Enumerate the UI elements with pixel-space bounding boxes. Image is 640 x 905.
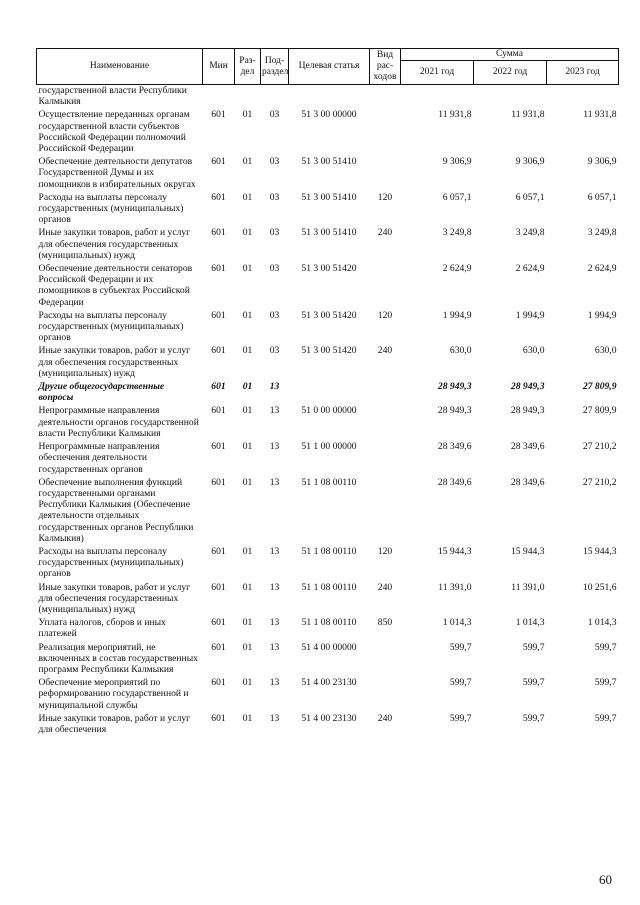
cell-sum-2022: 3 249,8 bbox=[515, 227, 545, 239]
table-body bbox=[37, 85, 619, 738]
cell-min: 601 bbox=[211, 309, 226, 321]
cell-podrazdel: 03 bbox=[269, 191, 280, 203]
cell-vid-rashodov bbox=[370, 477, 401, 546]
cell-min: 601 bbox=[211, 641, 226, 653]
cell-vid-rashodov bbox=[370, 677, 401, 713]
cell-sum-2021: 1 994,9 bbox=[442, 309, 472, 321]
table-row bbox=[37, 156, 619, 192]
cell-sum-2023: 1 014,3 bbox=[587, 617, 617, 629]
cell-celevaya-statya: 51 3 00 51410 bbox=[301, 191, 357, 203]
cell-podrazdel: 13 bbox=[269, 381, 280, 393]
cell-sum-2023: 27 809,9 bbox=[582, 405, 617, 417]
cell-celevaya-statya: 51 3 00 51410 bbox=[301, 227, 357, 239]
cell-vid-rashodov bbox=[370, 85, 401, 110]
cell-sum-2023: 599,7 bbox=[594, 712, 617, 724]
table-row bbox=[37, 263, 619, 310]
cell-min: 601 bbox=[211, 263, 226, 275]
header-name: Наименование bbox=[37, 49, 203, 85]
cell-vid-rashodov: 850 bbox=[377, 617, 393, 629]
cell-name: Реализация мероприятий, не включенных в состав государственных программ Республики Калмыкия bbox=[38, 641, 198, 675]
cell-celevaya-statya: 51 4 00 00000 bbox=[301, 641, 357, 653]
cell-sum-2023: 27 809,9 bbox=[582, 381, 617, 393]
table-row bbox=[37, 477, 619, 546]
header-celevaya: Целевая статья bbox=[289, 49, 370, 85]
cell-sum-2022: 599,7 bbox=[522, 677, 545, 689]
cell-sum-2023: 15 944,3 bbox=[582, 545, 617, 557]
cell-celevaya-statya: 51 1 08 00110 bbox=[301, 476, 357, 488]
header-vid: Вид рас-ходов bbox=[370, 49, 401, 85]
cell-razdel: 01 bbox=[242, 405, 253, 417]
cell-sum-2022: 2 624,9 bbox=[515, 263, 545, 275]
cell-sum-2022: 1 994,9 bbox=[515, 309, 545, 321]
cell-sum-2021: 15 944,3 bbox=[437, 545, 472, 557]
cell-razdel: 01 bbox=[242, 309, 253, 321]
cell-sum-2021: 599,7 bbox=[449, 712, 472, 724]
table-row bbox=[37, 582, 619, 618]
cell-podrazdel: 13 bbox=[269, 581, 280, 593]
cell-celevaya-statya: 51 4 00 23130 bbox=[301, 677, 357, 689]
cell-name: государственной власти Республики Калмыкия bbox=[38, 85, 187, 108]
cell-min: 601 bbox=[211, 476, 226, 488]
header-summa: Сумма bbox=[401, 49, 619, 61]
cell-sum-2022: 15 944,3 bbox=[510, 545, 545, 557]
cell-razdel: 01 bbox=[242, 381, 253, 393]
table-header bbox=[37, 49, 619, 85]
cell-sum-2022: 11 391,0 bbox=[511, 581, 545, 593]
cell-podrazdel: 13 bbox=[269, 677, 280, 689]
cell-sum-2022: 599,7 bbox=[522, 641, 545, 653]
cell-name: Расходы на выплаты персоналу государственных (муниципальных) органов bbox=[38, 191, 184, 226]
cell-min: 601 bbox=[211, 345, 226, 357]
cell-sum-2023: 599,7 bbox=[594, 641, 617, 653]
cell-min: 601 bbox=[211, 109, 226, 121]
cell-vid-rashodov: 120 bbox=[377, 545, 393, 557]
cell-min: 601 bbox=[211, 227, 226, 239]
cell-vid-rashodov: 120 bbox=[377, 191, 393, 203]
cell-razdel: 01 bbox=[242, 712, 253, 724]
cell-name: Иные закупки товаров, работ и услуг для обеспечения государственных (муниципальных) нужд bbox=[38, 227, 191, 261]
cell-sum-2021: 28 349,6 bbox=[437, 441, 472, 453]
cell-podrazdel: 13 bbox=[269, 617, 280, 629]
cell-celevaya-statya: 51 0 00 00000 bbox=[301, 405, 357, 417]
table-row bbox=[37, 546, 619, 582]
page-number: 60 bbox=[599, 872, 612, 887]
cell-sum-2022: 28 949,3 bbox=[510, 405, 545, 417]
header-year-2021: 2021 год bbox=[401, 61, 474, 85]
cell-sum-2021: 11 931,8 bbox=[438, 109, 472, 121]
cell-sum-2023 bbox=[547, 85, 619, 110]
cell-sum-2022: 11 931,8 bbox=[511, 109, 545, 121]
cell-podrazdel: 03 bbox=[269, 156, 280, 168]
cell-sum-2021: 630,0 bbox=[449, 345, 472, 357]
header-year-2023: 2023 год bbox=[547, 61, 619, 85]
cell-name: Другие общегосударственные вопросы bbox=[38, 381, 165, 404]
cell-celevaya-statya: 51 1 08 00110 bbox=[301, 545, 357, 557]
cell-celevaya-statya: 51 4 00 23130 bbox=[301, 712, 357, 724]
cell-sum-2021: 6 057,1 bbox=[442, 191, 472, 203]
cell-podrazdel: 03 bbox=[269, 109, 280, 121]
cell-min: 601 bbox=[211, 191, 226, 203]
cell-razdel: 01 bbox=[242, 677, 253, 689]
cell-razdel: 01 bbox=[242, 263, 253, 275]
header-year-2022: 2022 год bbox=[474, 61, 547, 85]
cell-celevaya-statya bbox=[289, 85, 370, 110]
cell-name: Обеспечение мероприятий по реформированию государственной и муниципальной службы bbox=[38, 677, 189, 711]
cell-vid-rashodov bbox=[370, 441, 401, 477]
header-min: Мин bbox=[203, 49, 235, 85]
cell-celevaya-statya: 51 1 08 00110 bbox=[301, 617, 357, 629]
table-row bbox=[37, 713, 619, 737]
cell-name: Осуществление переданных органам государственной власти субъектов Российской Федерации полномочий Российской Федерации bbox=[38, 109, 190, 155]
cell-razdel: 01 bbox=[242, 227, 253, 239]
cell-sum-2021: 11 391,0 bbox=[438, 581, 472, 593]
cell-vid-rashodov: 120 bbox=[377, 309, 393, 321]
table-row bbox=[37, 345, 619, 381]
cell-name: Обеспечение выполнения функций государственными органами Республики Калмыкия (Обеспечение деятельности отдельных государственных органов Республики Калмыкия) bbox=[38, 476, 194, 544]
cell-sum-2021: 28 949,3 bbox=[437, 381, 472, 393]
cell-sum-2021: 1 014,3 bbox=[442, 617, 472, 629]
cell-sum-2022: 1 014,3 bbox=[515, 617, 545, 629]
cell-sum-2021: 28 349,6 bbox=[437, 476, 472, 488]
cell-celevaya-statya: 51 3 00 51420 bbox=[301, 263, 357, 275]
cell-sum-2023: 11 931,8 bbox=[583, 109, 617, 121]
table-row bbox=[37, 677, 619, 713]
cell-vid-rashodov bbox=[370, 381, 401, 405]
header-razdel: Раз-дел bbox=[235, 49, 261, 85]
cell-celevaya-statya: 51 3 00 51420 bbox=[301, 309, 357, 321]
cell-razdel: 01 bbox=[242, 441, 253, 453]
cell-min bbox=[203, 85, 235, 110]
table-row bbox=[37, 381, 619, 405]
table-row bbox=[37, 109, 619, 156]
table-row bbox=[37, 642, 619, 678]
cell-sum-2023: 10 251,6 bbox=[582, 581, 617, 593]
table-row bbox=[37, 405, 619, 441]
cell-podrazdel: 13 bbox=[269, 712, 280, 724]
cell-podrazdel: 03 bbox=[269, 345, 280, 357]
cell-sum-2021: 599,7 bbox=[449, 677, 472, 689]
cell-razdel bbox=[235, 85, 261, 110]
cell-vid-rashodov: 240 bbox=[377, 712, 393, 724]
cell-sum-2022: 599,7 bbox=[522, 712, 545, 724]
cell-sum-2023: 599,7 bbox=[594, 677, 617, 689]
document-page bbox=[36, 48, 618, 737]
cell-vid-rashodov bbox=[370, 156, 401, 192]
cell-celevaya-statya: 51 3 00 00000 bbox=[301, 109, 357, 121]
cell-min: 601 bbox=[211, 381, 226, 393]
cell-name: Непрограммные направления деятельности органов государственной власти Республики Калмыкия bbox=[38, 405, 199, 439]
cell-sum-2021: 2 624,9 bbox=[442, 263, 472, 275]
cell-vid-rashodov: 240 bbox=[377, 345, 393, 357]
cell-vid-rashodov bbox=[370, 109, 401, 156]
header-podrazdel: Под-раздел bbox=[261, 49, 289, 85]
table-row bbox=[37, 441, 619, 477]
cell-podrazdel: 13 bbox=[269, 405, 280, 417]
table-row bbox=[37, 192, 619, 228]
cell-sum-2023: 630,0 bbox=[594, 345, 617, 357]
cell-celevaya-statya: 51 1 08 00110 bbox=[301, 581, 357, 593]
cell-podrazdel: 13 bbox=[269, 641, 280, 653]
cell-podrazdel: 13 bbox=[269, 476, 280, 488]
cell-sum-2022: 28 949,3 bbox=[510, 381, 545, 393]
cell-min: 601 bbox=[211, 405, 226, 417]
cell-vid-rashodov bbox=[370, 642, 401, 678]
cell-vid-rashodov: 240 bbox=[377, 581, 393, 593]
cell-sum-2023: 27 210,2 bbox=[582, 441, 617, 453]
budget-table bbox=[36, 48, 619, 737]
cell-razdel: 01 bbox=[242, 545, 253, 557]
cell-sum-2022: 28 349,6 bbox=[510, 476, 545, 488]
cell-razdel: 01 bbox=[242, 156, 253, 168]
cell-podrazdel: 03 bbox=[269, 309, 280, 321]
cell-razdel: 01 bbox=[242, 641, 253, 653]
cell-vid-rashodov bbox=[370, 263, 401, 310]
cell-name: Иные закупки товаров, работ и услуг для обеспечения государственных (муниципальных) нужд bbox=[38, 345, 191, 379]
cell-min: 601 bbox=[211, 617, 226, 629]
cell-razdel: 01 bbox=[242, 617, 253, 629]
cell-razdel: 01 bbox=[242, 191, 253, 203]
cell-min: 601 bbox=[211, 545, 226, 557]
cell-name: Расходы на выплаты персоналу государственных (муниципальных) органов bbox=[38, 309, 184, 344]
cell-razdel: 01 bbox=[242, 109, 253, 121]
cell-sum-2021: 3 249,8 bbox=[442, 227, 472, 239]
cell-sum-2022: 6 057,1 bbox=[515, 191, 545, 203]
cell-razdel: 01 bbox=[242, 476, 253, 488]
cell-sum-2023: 3 249,8 bbox=[587, 227, 617, 239]
cell-celevaya-statya: 51 1 00 00000 bbox=[301, 441, 357, 453]
cell-name: Уплата налогов, сборов и иных платежей bbox=[38, 617, 166, 640]
cell-sum-2023: 6 057,1 bbox=[587, 191, 617, 203]
cell-celevaya-statya: 51 3 00 51410 bbox=[301, 156, 357, 168]
cell-sum-2022: 28 349,6 bbox=[510, 441, 545, 453]
cell-name: Обеспечение деятельности сенаторов Российской Федерации и их помощников в субъектах Российской Федерации bbox=[38, 263, 193, 308]
table-row bbox=[37, 617, 619, 641]
cell-razdel: 01 bbox=[242, 345, 253, 357]
table-row bbox=[37, 227, 619, 263]
cell-name: Иные закупки товаров, работ и услуг для обеспечения bbox=[38, 712, 191, 735]
cell-vid-rashodov bbox=[370, 405, 401, 441]
cell-podrazdel: 03 bbox=[269, 263, 280, 275]
cell-name: Непрограммные направления обеспечения деятельности государственных органов bbox=[38, 441, 160, 475]
cell-razdel: 01 bbox=[242, 581, 253, 593]
cell-sum-2022: 630,0 bbox=[522, 345, 545, 357]
cell-name: Иные закупки товаров, работ и услуг для обеспечения государственных (муниципальных) нужд bbox=[38, 581, 191, 615]
cell-celevaya-statya: 51 3 00 51420 bbox=[301, 345, 357, 357]
cell-min: 601 bbox=[211, 441, 226, 453]
cell-sum-2023: 9 306,9 bbox=[587, 156, 617, 168]
cell-min: 601 bbox=[211, 156, 226, 168]
cell-celevaya-statya bbox=[289, 381, 370, 405]
cell-podrazdel: 13 bbox=[269, 441, 280, 453]
cell-sum-2021: 599,7 bbox=[449, 641, 472, 653]
cell-sum-2023: 2 624,9 bbox=[587, 263, 617, 275]
cell-podrazdel: 13 bbox=[269, 545, 280, 557]
cell-sum-2022: 9 306,9 bbox=[515, 156, 545, 168]
cell-sum-2023: 1 994,9 bbox=[587, 309, 617, 321]
cell-podrazdel bbox=[261, 85, 289, 110]
cell-min: 601 bbox=[211, 677, 226, 689]
cell-sum-2022 bbox=[474, 85, 547, 110]
cell-sum-2021: 9 306,9 bbox=[442, 156, 472, 168]
cell-vid-rashodov: 240 bbox=[377, 227, 393, 239]
cell-min: 601 bbox=[211, 581, 226, 593]
table-row bbox=[37, 85, 619, 110]
cell-sum-2021 bbox=[401, 85, 474, 110]
cell-podrazdel: 03 bbox=[269, 227, 280, 239]
cell-name: Обеспечение деятельности депутатов Государственной Думы и их помощников в избирательных округах bbox=[38, 156, 196, 190]
cell-sum-2021: 28 949,3 bbox=[437, 405, 472, 417]
cell-min: 601 bbox=[211, 712, 226, 724]
cell-sum-2023: 27 210,2 bbox=[582, 476, 617, 488]
cell-name: Расходы на выплаты персоналу государственных (муниципальных) органов bbox=[38, 545, 184, 580]
table-row bbox=[37, 310, 619, 346]
